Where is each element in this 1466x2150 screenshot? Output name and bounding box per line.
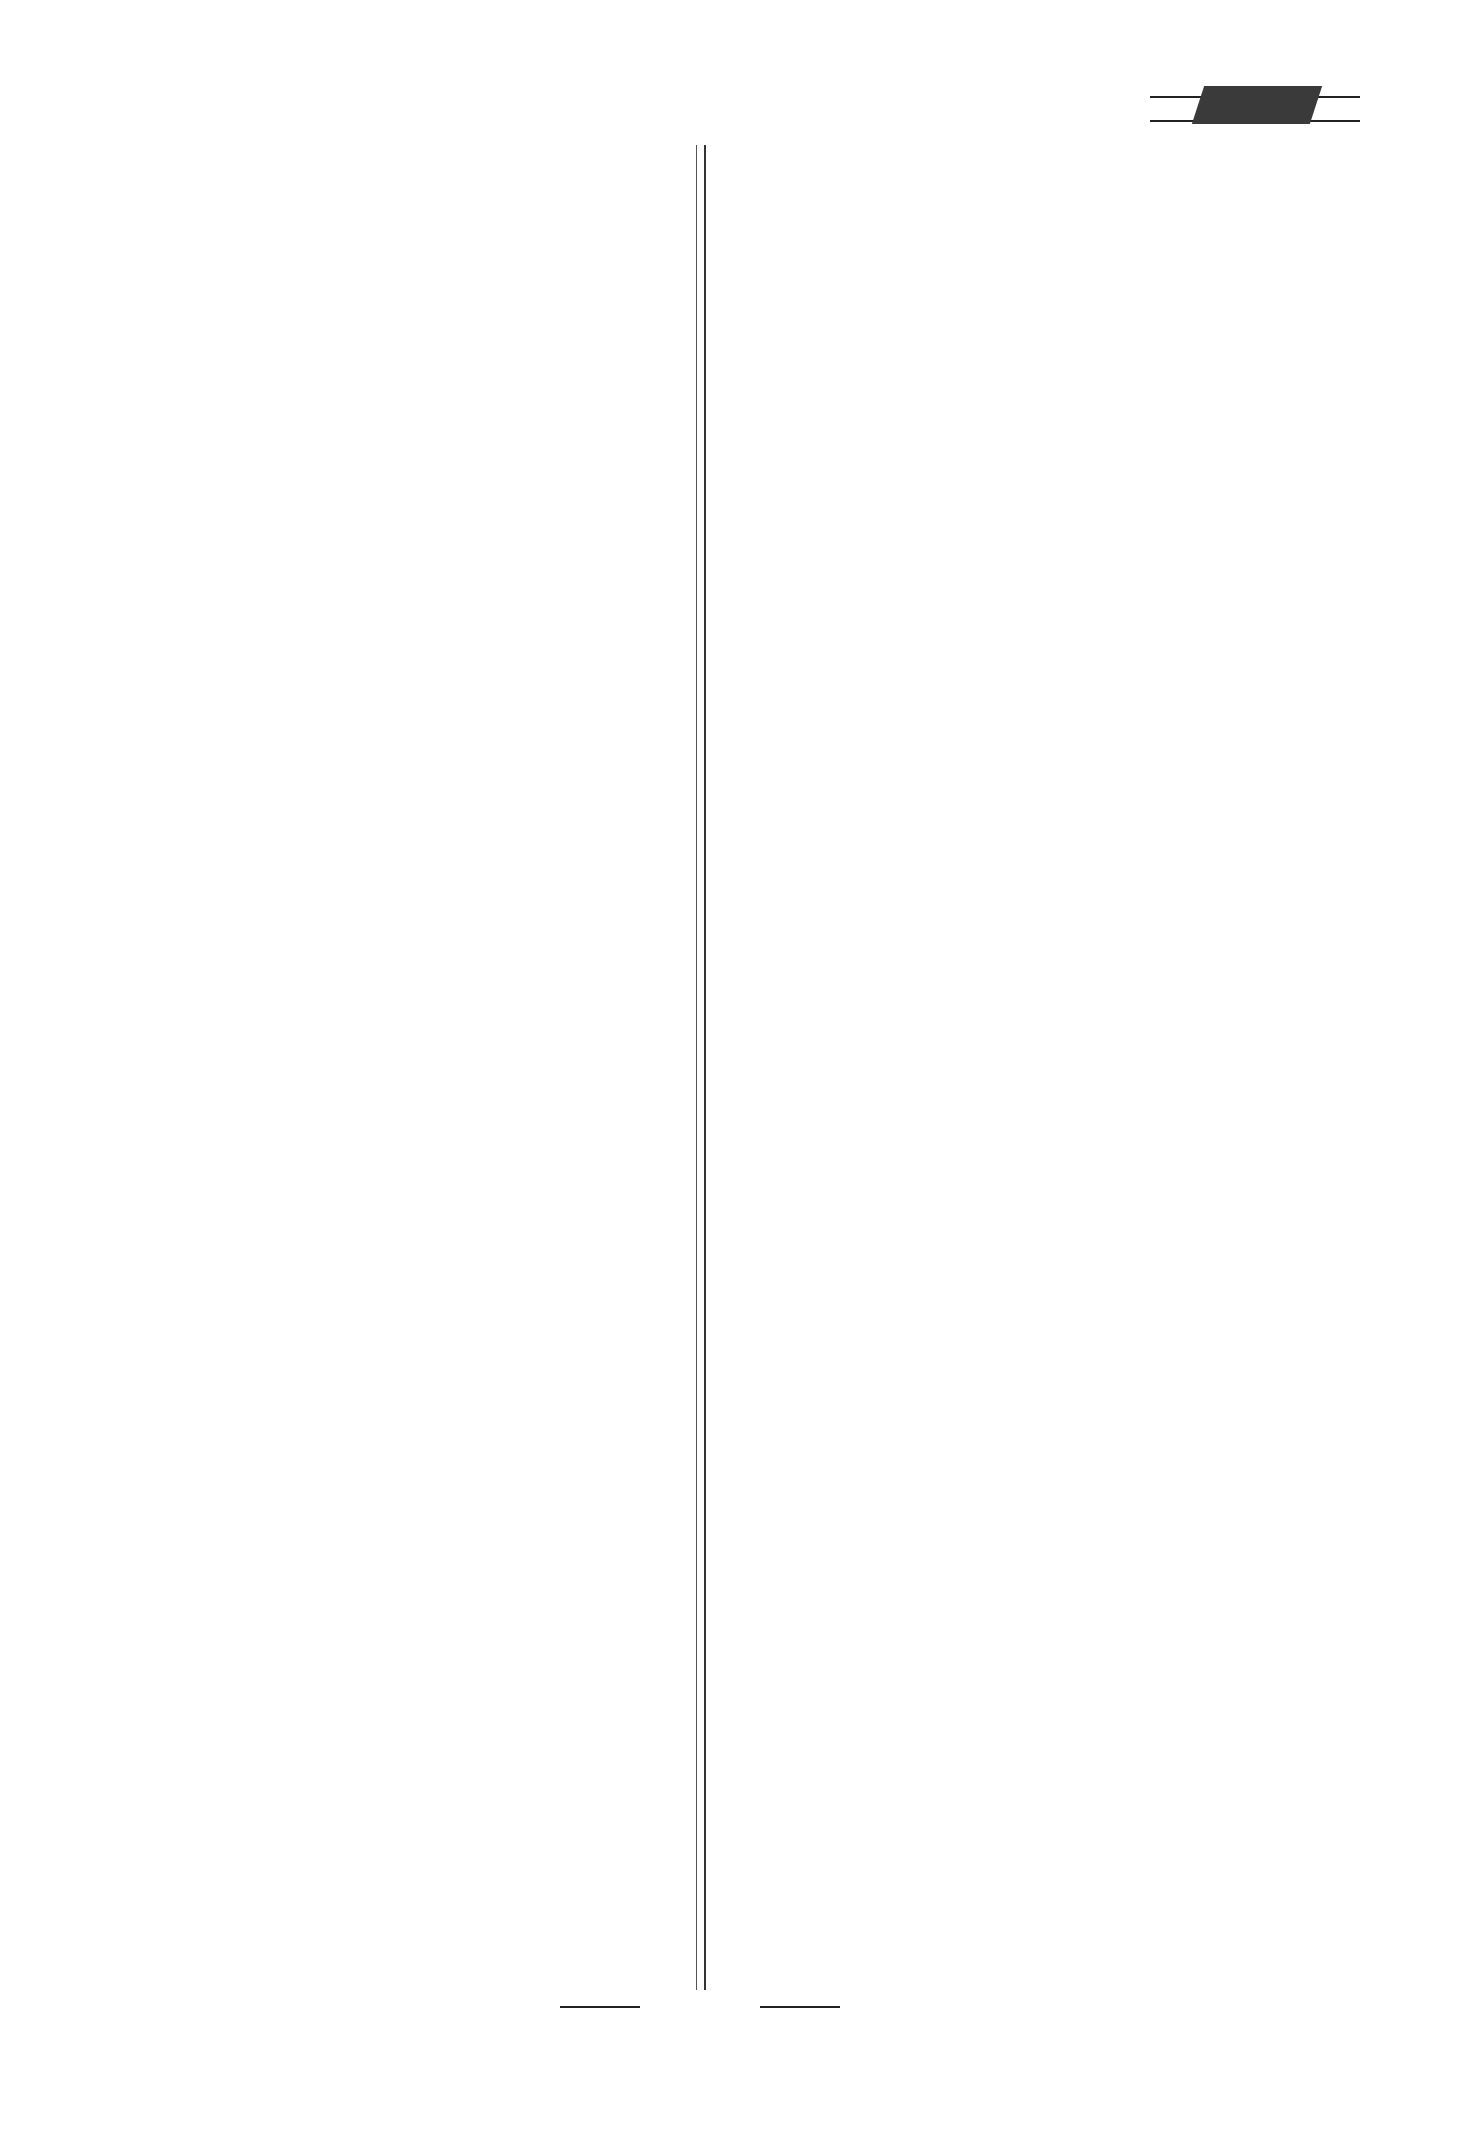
understand-words-heading — [728, 130, 1352, 176]
master-words-heading — [32, 292, 688, 338]
vocab-section-heading — [32, 176, 688, 238]
outside-words-heading — [728, 176, 1352, 222]
header-label-box — [1192, 86, 1322, 124]
footer-ornament-left — [560, 2006, 640, 2008]
vocab-expand-heading — [726, 222, 1352, 276]
footer-ornament-right — [760, 2006, 840, 2008]
column-divider — [704, 145, 706, 1990]
key-words-heading — [32, 238, 688, 292]
left-column — [68, 130, 688, 338]
key-phrases-heading — [726, 276, 1352, 330]
answer-key-header — [1150, 86, 1360, 126]
exam-points-heading — [722, 330, 1352, 392]
column-divider-thin — [696, 145, 697, 1990]
possible-version-label — [60, 130, 688, 176]
page-footer — [540, 1988, 860, 2028]
right-column — [712, 130, 1352, 392]
